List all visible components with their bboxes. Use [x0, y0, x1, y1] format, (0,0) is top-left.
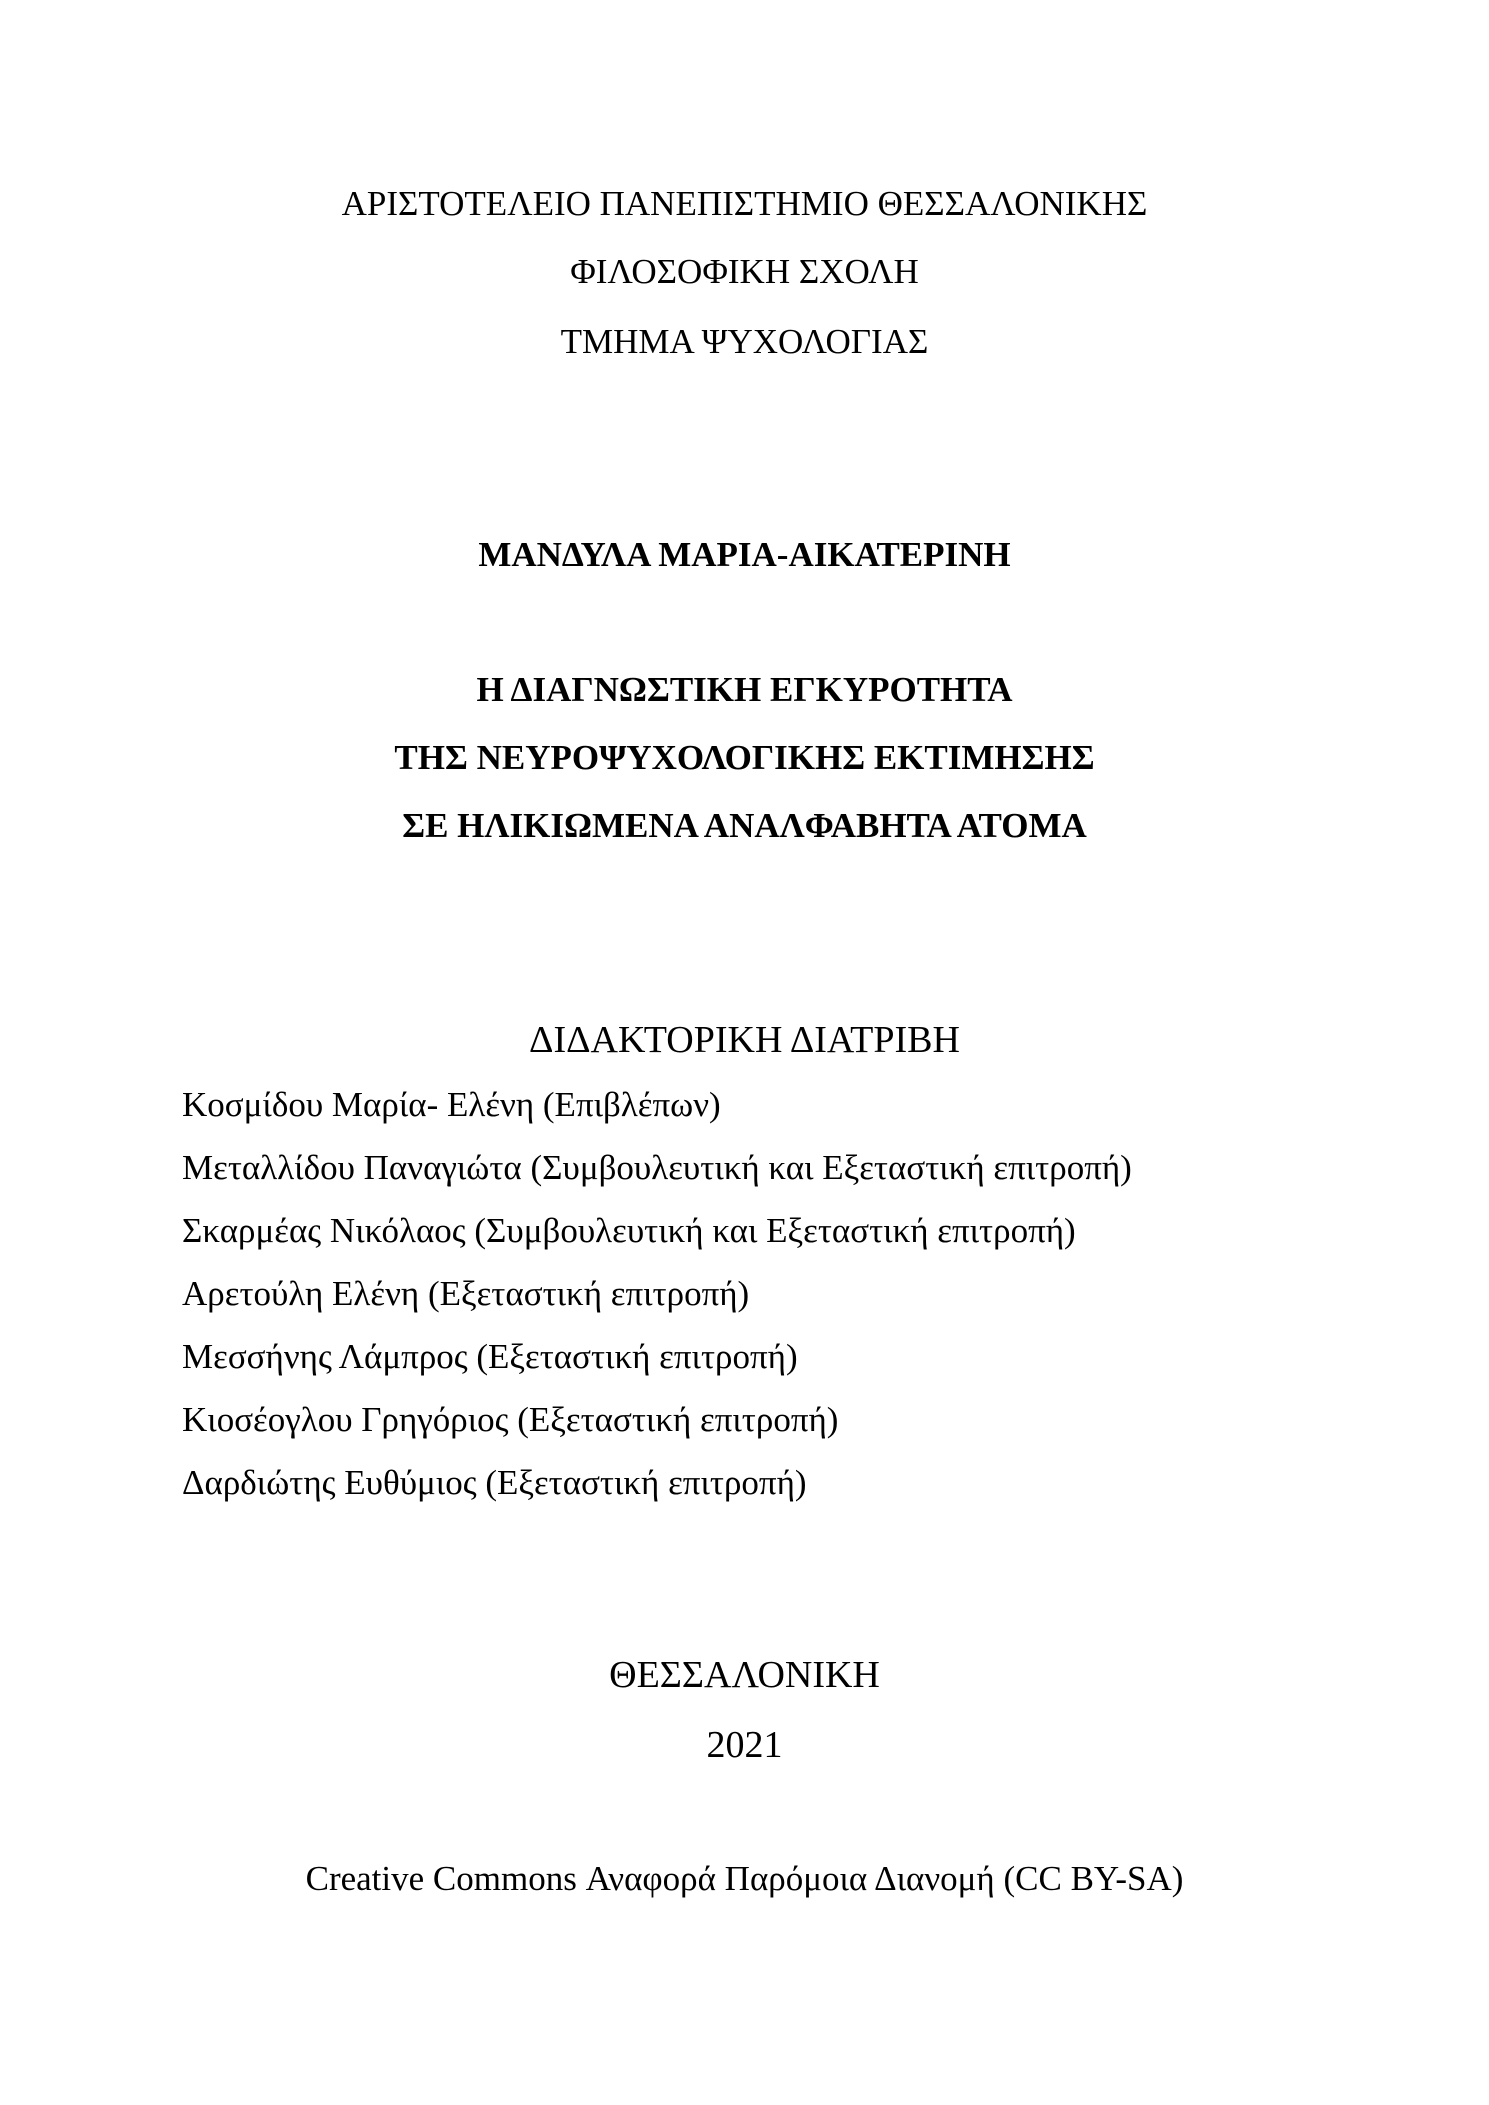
- license-notice: Creative Commons Αναφορά Παρόμοια Διανομή (CC BY-SA): [305, 1859, 1184, 1898]
- thesis-title-line-1: Η ΔΙΑΓΝΩΣΤΙΚΗ ΕΓΚΥΡΟΤΗΤΑ: [476, 670, 1013, 709]
- thesis-title-line-3: ΣΕ ΗΛΙΚΙΩΜΕΝΑ ΑΝΑΛΦΑΒΗΤΑ ΑΤΟΜΑ: [402, 806, 1087, 845]
- year: 2021: [706, 1724, 783, 1766]
- author-name: ΜΑΝΔΥΛΑ ΜΑΡΙΑ-ΑΙΚΑΤΕΡΙΝΗ: [478, 535, 1011, 574]
- committee-member: Μεταλλίδου Παναγιώτα (Συμβουλευτική και Εξεταστική επιτροπή): [182, 1148, 1132, 1187]
- document-type: ΔΙΔΑΚΤΟΡΙΚΗ ΔΙΑΤΡΙΒΗ: [529, 1019, 960, 1061]
- school-name: ΦΙΛΟΣΟΦΙΚΗ ΣΧΟΛΗ: [570, 252, 919, 291]
- department-name: ΤΜΗΜΑ ΨΥΧΟΛΟΓΙΑΣ: [560, 322, 929, 361]
- committee-member: Δαρδιώτης Ευθύμιος (Εξεταστική επιτροπή): [182, 1463, 807, 1502]
- committee-member: Σκαρμέας Νικόλαος (Συμβουλευτική και Εξεταστική επιτροπή): [182, 1211, 1076, 1250]
- committee-member: Κιοσέογλου Γρηγόριος (Εξεταστική επιτροπή): [182, 1400, 839, 1439]
- committee-member: Αρετούλη Ελένη (Εξεταστική επιτροπή): [182, 1274, 750, 1313]
- committee-member: Μεσσήνης Λάμπρος (Εξεταστική επιτροπή): [182, 1337, 798, 1376]
- university-name: ΑΡΙΣΤΟΤΕΛΕΙΟ ΠΑΝΕΠΙΣΤΗΜΙΟ ΘΕΣΣΑΛΟΝΙΚΗΣ: [341, 184, 1148, 223]
- city: ΘΕΣΣΑΛΟΝΙΚΗ: [609, 1654, 880, 1696]
- committee-member: Κοσμίδου Μαρία- Ελένη (Επιβλέπων): [182, 1085, 721, 1124]
- thesis-title-line-2: ΤΗΣ ΝΕΥΡΟΨΥΧΟΛΟΓΙΚΗΣ ΕΚΤΙΜΗΣΗΣ: [394, 738, 1095, 777]
